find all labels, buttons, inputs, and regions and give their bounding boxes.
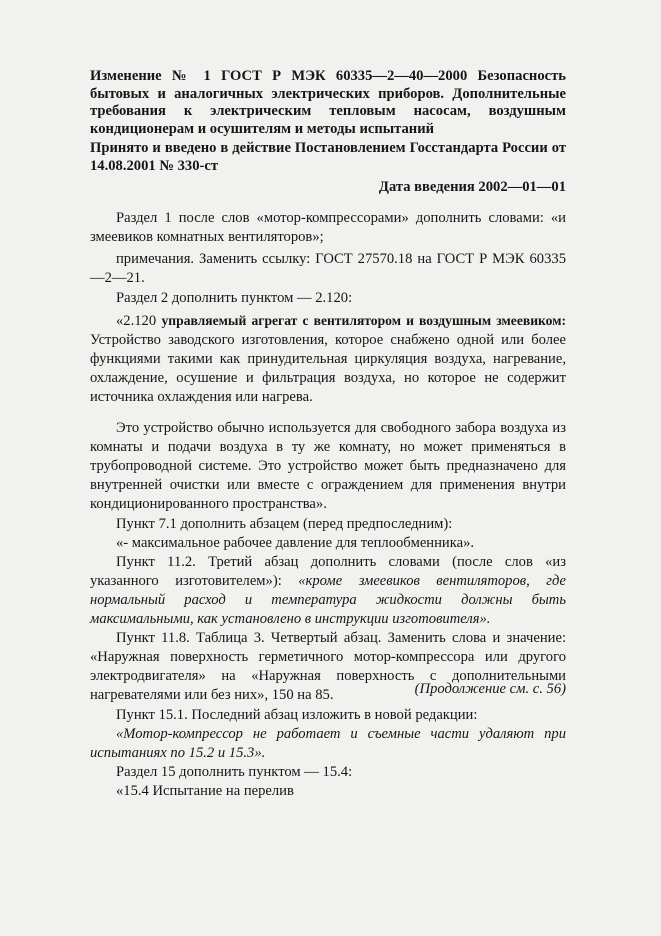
paragraph-device-usage: Это устройство обычно используется для свободного забора воздуха из комнаты и подачи воздуха в ту же комнату, но может применяться в трубопроводной системе. Это устройство может быть предназначено для внутренней очистки или вместе с ограждением для применения внутри кондиционированного пространства».: [90, 420, 566, 513]
paragraph-section-15: Раздел 15 дополнить пунктом — 15.4:: [116, 763, 353, 780]
paragraph-motor-compressor: «Мотор-компрессор не работает и съемные части удаляют при испытаниях по 15.2 и 15.3».: [90, 725, 566, 761]
introduction-date: Дата введения 2002—01—01: [378, 178, 566, 195]
clause-11-2-text: Пункт 11.2. Третий абзац дополнить словами (после слов «из указанного изготовителем»):: [90, 553, 566, 589]
paragraph-overflow-test: «15.4 Испытание на перелив: [116, 782, 294, 799]
continuation-note: (Продолжение см. с. 56): [414, 681, 566, 697]
clause-11-2-italic: «кроме змеевиков вентиляторов, где нормальный расход и температура жидкости должны быть максимальными, как установлено в инструкции изготовителя».: [90, 572, 566, 628]
amendment-body: [90, 209, 566, 801]
paragraph-clause-15-1: Пункт 15.1. Последний абзац изложить в новой редакции:: [116, 706, 478, 723]
paragraph-definition: [90, 311, 566, 407]
definition-number: «2.120: [116, 312, 162, 329]
paragraph-clause-11-8: Пункт 11.8. Таблица 3. Четвертый абзац. Заменить слова и значение: «Наружная поверхность герметичного мотор-компрессора или другого электродвигателя» на «Наружная поверхность с дополнительными нагревателями или без них», 150 на 85.: [90, 630, 566, 704]
amendment-title: Изменение № 1 ГОСТ Р МЭК 60335—2—40—2000 Безопасность бытовых и аналогичных электрических приборов. Дополнительные требования к электрическим тепловым насосам, воздушным кондиционерам и осушителям и методы испытаний: [90, 68, 566, 137]
paragraph-section-1: Раздел 1 после слов «мотор-компрессорами» дополнить словами: «и змеевиков комнатных вентиляторов»;: [90, 210, 566, 246]
paragraph-max-pressure: «- максимальное рабочее давление для теплообменника».: [116, 534, 475, 551]
paragraph-clause-7-1: Пункт 7.1 дополнить абзацем (перед предпоследним):: [116, 515, 453, 532]
definition-term: управляемый агрегат с вентилятором и воздушным змеевиком:: [161, 312, 566, 328]
paragraph-section-2: Раздел 2 дополнить пунктом — 2.120:: [116, 289, 353, 306]
adoption-statement: Принято и введено в действие Постановлением Госстандарта России от 14.08.2001 № 330-ст: [90, 140, 566, 174]
definition-text: Устройство заводского изготовления, которое снабжено одной или более функциями такими как принудительная циркуляция воздуха, нагревание, охлаждение, осушение и фильтрация воздуха, но которое не содержит источника охлаждения или нагрева.: [90, 331, 566, 405]
paragraph-clause-11-2: [90, 553, 566, 629]
paragraph-notes: примечания. Заменить ссылку: ГОСТ 27570.18 на ГОСТ Р МЭК 60335—2—21.: [90, 251, 566, 287]
